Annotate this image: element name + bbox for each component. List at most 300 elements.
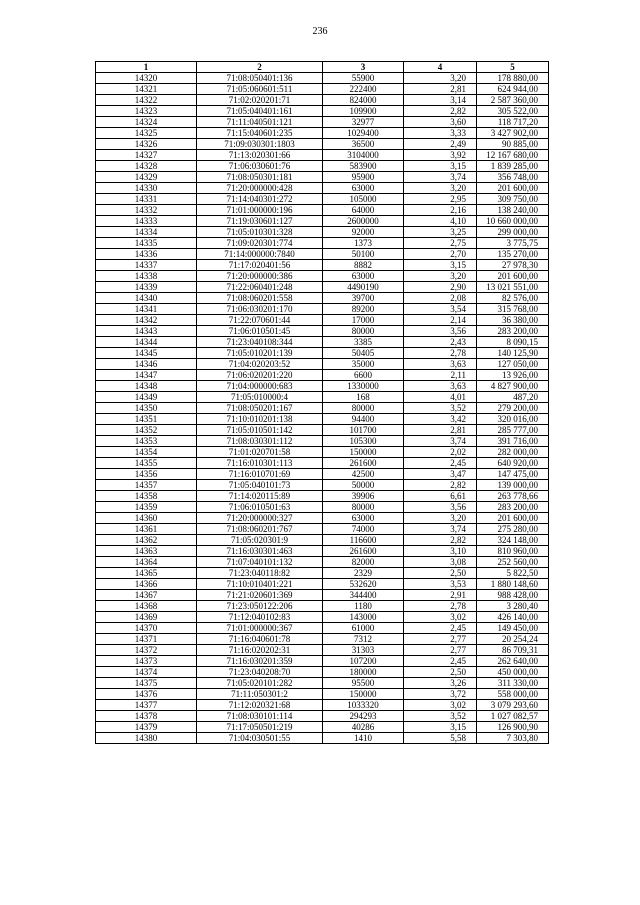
table-cell-col-4: 2,78 [404,601,477,612]
table-cell-col-4: 5,58 [404,733,477,744]
table-cell-col-5: 86 709,31 [477,645,549,656]
table-cell-col-5: 1 880 148,60 [477,579,549,590]
table-cell-col-5: 149 450,00 [477,623,549,634]
table-cell-col-3: 107200 [323,656,404,667]
table-cell-col-4: 3,54 [404,304,477,315]
table-cell-col-5: 7 303,80 [477,733,549,744]
table-cell-col-4: 3,74 [404,172,477,183]
table-cell-col-3: 7312 [323,634,404,645]
table-cell-col-4: 2,16 [404,205,477,216]
table-row [96,458,549,469]
table-row [96,84,549,95]
table-cell-col-2: 71:08:060201:767 [197,524,323,535]
table-row [96,524,549,535]
table-cell-col-3: 80000 [323,326,404,337]
table-cell-col-3: 89200 [323,304,404,315]
table-cell-col-1: 14332 [96,205,197,216]
table-row [96,227,549,238]
table-cell-col-4: 2,45 [404,656,477,667]
table-cell-col-2: 71:23:040118:82 [197,568,323,579]
table-cell-col-1: 14327 [96,150,197,161]
table-cell-col-1: 14330 [96,183,197,194]
table-cell-col-5: 450 000,00 [477,667,549,678]
column-header-4: 4 [404,62,477,73]
table-cell-col-4: 2,11 [404,370,477,381]
table-row [96,128,549,139]
table-cell-col-1: 14337 [96,260,197,271]
table-row [96,73,549,84]
table-cell-col-2: 71:10:010401:221 [197,579,323,590]
table-cell-col-4: 3,15 [404,161,477,172]
table-cell-col-3: 50405 [323,348,404,359]
table-row [96,491,549,502]
table-body [96,73,549,744]
table-cell-col-5: 320 016,00 [477,414,549,425]
table-cell-col-4: 4,10 [404,216,477,227]
table-cell-col-3: 4490190 [323,282,404,293]
table-row [96,348,549,359]
table-cell-col-4: 3,52 [404,711,477,722]
table-cell-col-4: 3,56 [404,502,477,513]
table-cell-col-2: 71:05:040101:73 [197,480,323,491]
table-cell-col-3: 824000 [323,95,404,106]
table-cell-col-5: 275 280,00 [477,524,549,535]
table-cell-col-3: 150000 [323,689,404,700]
table-cell-col-1: 14370 [96,623,197,634]
table-row [96,326,549,337]
table-cell-col-4: 3,56 [404,326,477,337]
table-cell-col-5: 82 576,00 [477,293,549,304]
table-cell-col-4: 2,50 [404,667,477,678]
table-cell-col-5: 4 827 900,00 [477,381,549,392]
table-cell-col-4: 2,45 [404,623,477,634]
table-cell-col-5: 305 522,00 [477,106,549,117]
table-cell-col-5: 426 140,00 [477,612,549,623]
table-cell-col-3: 50000 [323,480,404,491]
table-cell-col-2: 71:08:050301:181 [197,172,323,183]
table-cell-col-5: 624 944,00 [477,84,549,95]
table-cell-col-1: 14376 [96,689,197,700]
table-cell-col-3: 222400 [323,84,404,95]
table-row [96,161,549,172]
table-cell-col-3: 109900 [323,106,404,117]
table-cell-col-4: 2,45 [404,458,477,469]
table-cell-col-3: 1410 [323,733,404,744]
table-cell-col-1: 14353 [96,436,197,447]
table-cell-col-5: 126 900,90 [477,722,549,733]
table-cell-col-3: 42500 [323,469,404,480]
table-cell-col-4: 3,20 [404,513,477,524]
table-cell-col-5: 988 428,00 [477,590,549,601]
table-cell-col-1: 14341 [96,304,197,315]
table-row [96,623,549,634]
table-cell-col-2: 71:22:060401:248 [197,282,323,293]
table-cell-col-3: 3385 [323,337,404,348]
table-cell-col-1: 14375 [96,678,197,689]
table-cell-col-2: 71:04:020203:52 [197,359,323,370]
table-cell-col-1: 14335 [96,238,197,249]
table-cell-col-1: 14366 [96,579,197,590]
table-cell-col-1: 14354 [96,447,197,458]
table-cell-col-4: 3,74 [404,524,477,535]
table-cell-col-1: 14349 [96,392,197,403]
table-cell-col-5: 178 880,00 [477,73,549,84]
table-row [96,282,549,293]
table-cell-col-4: 3,26 [404,678,477,689]
table-cell-col-5: 324 148,00 [477,535,549,546]
table-cell-col-2: 71:21:020601:369 [197,590,323,601]
table-row [96,359,549,370]
table-cell-col-2: 71:16:010701:69 [197,469,323,480]
table-cell-col-3: 39700 [323,293,404,304]
table-cell-col-5: 487,20 [477,392,549,403]
table-cell-col-5: 311 330,00 [477,678,549,689]
table-cell-col-1: 14359 [96,502,197,513]
table-cell-col-2: 71:16:010301:113 [197,458,323,469]
table-row [96,689,549,700]
table-cell-col-2: 71:08:050201:167 [197,403,323,414]
table-row [96,579,549,590]
table-row [96,733,549,744]
table-cell-col-1: 14346 [96,359,197,370]
table-cell-col-2: 71:12:040102:83 [197,612,323,623]
table-cell-col-3: 82000 [323,557,404,568]
table-cell-col-5: 13 926,00 [477,370,549,381]
table-cell-col-1: 14320 [96,73,197,84]
table-cell-col-5: 2 587 360,00 [477,95,549,106]
table-cell-col-3: 95500 [323,678,404,689]
table-row [96,425,549,436]
table-cell-col-5: 299 000,00 [477,227,549,238]
table-cell-col-5: 135 270,00 [477,249,549,260]
table-cell-col-5: 10 660 000,00 [477,216,549,227]
table-cell-col-3: 583900 [323,161,404,172]
table-cell-col-2: 71:10:010201:138 [197,414,323,425]
table-cell-col-2: 71:22:070601:44 [197,315,323,326]
table-cell-col-2: 71:13:020301:66 [197,150,323,161]
table-cell-col-5: 262 640,00 [477,656,549,667]
table-cell-col-1: 14373 [96,656,197,667]
table-cell-col-4: 3,74 [404,436,477,447]
table-cell-col-5: 640 920,00 [477,458,549,469]
table-cell-col-3: 61000 [323,623,404,634]
table-cell-col-3: 2600000 [323,216,404,227]
table-cell-col-4: 3,15 [404,260,477,271]
table-cell-col-1: 14368 [96,601,197,612]
table-cell-col-3: 63000 [323,513,404,524]
table-row [96,447,549,458]
table-cell-col-2: 71:05:060601:511 [197,84,323,95]
table-cell-col-1: 14331 [96,194,197,205]
table-cell-col-3: 261600 [323,458,404,469]
table-row [96,403,549,414]
table-cell-col-2: 71:06:020201:220 [197,370,323,381]
table-cell-col-3: 92000 [323,227,404,238]
table-cell-col-4: 3,20 [404,73,477,84]
table-cell-col-2: 71:05:040401:161 [197,106,323,117]
table-cell-col-3: 35000 [323,359,404,370]
column-header-1: 1 [96,62,197,73]
table-cell-col-2: 71:14:020115:89 [197,491,323,502]
table-cell-col-4: 3,20 [404,271,477,282]
table-cell-col-3: 105300 [323,436,404,447]
table-cell-col-4: 3,63 [404,359,477,370]
table-cell-col-1: 14362 [96,535,197,546]
table-row [96,601,549,612]
table-cell-col-1: 14334 [96,227,197,238]
table-row [96,557,549,568]
table-cell-col-2: 71:09:020301:774 [197,238,323,249]
table-cell-col-1: 14336 [96,249,197,260]
table-cell-col-5: 20 254,24 [477,634,549,645]
table-cell-col-3: 50100 [323,249,404,260]
table-cell-col-2: 71:14:000000:7840 [197,249,323,260]
table-cell-col-4: 2,14 [404,315,477,326]
table-row [96,568,549,579]
page-number: 236 [312,26,328,37]
table-cell-col-3: 55900 [323,73,404,84]
table-row [96,260,549,271]
table-cell-col-4: 2,81 [404,84,477,95]
table-cell-col-3: 532620 [323,579,404,590]
table-cell-col-3: 116600 [323,535,404,546]
table-cell-col-2: 71:15:040601:235 [197,128,323,139]
table-cell-col-5: 1 839 285,00 [477,161,549,172]
table-cell-col-1: 14360 [96,513,197,524]
table-cell-col-4: 2,82 [404,480,477,491]
table-cell-col-4: 2,95 [404,194,477,205]
table-cell-col-2: 71:23:040208:70 [197,667,323,678]
table-cell-col-4: 6,61 [404,491,477,502]
table-cell-col-5: 309 750,00 [477,194,549,205]
table-row [96,722,549,733]
table-cell-col-1: 14355 [96,458,197,469]
table-cell-col-2: 71:08:030101:114 [197,711,323,722]
table-cell-col-1: 14364 [96,557,197,568]
table-cell-col-3: 63000 [323,183,404,194]
table-cell-col-3: 1373 [323,238,404,249]
table-cell-col-1: 14358 [96,491,197,502]
table-cell-col-1: 14329 [96,172,197,183]
table-cell-col-1: 14347 [96,370,197,381]
table-cell-col-3: 3104000 [323,150,404,161]
table-cell-col-5: 118 717,20 [477,117,549,128]
table-cell-col-5: 252 560,00 [477,557,549,568]
table-row [96,645,549,656]
column-header-2: 2 [197,62,323,73]
table-cell-col-4: 3,10 [404,546,477,557]
table-cell-col-2: 71:08:060201:558 [197,293,323,304]
table-cell-col-1: 14328 [96,161,197,172]
table-cell-col-4: 3,02 [404,700,477,711]
table-cell-col-1: 14361 [96,524,197,535]
table-cell-col-5: 263 778,66 [477,491,549,502]
table-row [96,700,549,711]
table-row [96,546,549,557]
table-row [96,117,549,128]
table-cell-col-5: 12 167 680,00 [477,150,549,161]
table-row [96,150,549,161]
table-cell-col-1: 14357 [96,480,197,491]
table-cell-col-2: 71:20:000000:428 [197,183,323,194]
table-cell-col-5: 13 021 551,00 [477,282,549,293]
table-header-row [96,62,549,73]
table-cell-col-4: 3,60 [404,117,477,128]
table-row [96,337,549,348]
table-cell-col-2: 71:11:040501:121 [197,117,323,128]
table-cell-col-5: 279 200,00 [477,403,549,414]
table-cell-col-2: 71:17:050501:219 [197,722,323,733]
table-cell-col-3: 80000 [323,403,404,414]
table-row [96,370,549,381]
table-row [96,480,549,491]
table-cell-col-2: 71:05:010301:328 [197,227,323,238]
table-row [96,106,549,117]
table-cell-col-5: 139 000,00 [477,480,549,491]
table-cell-col-5: 391 716,00 [477,436,549,447]
table-cell-col-2: 71:07:040101:132 [197,557,323,568]
table-row [96,304,549,315]
table-cell-col-5: 3 775,75 [477,238,549,249]
table-cell-col-4: 4,01 [404,392,477,403]
table-cell-col-1: 14351 [96,414,197,425]
table-cell-col-5: 558 000,00 [477,689,549,700]
table-cell-col-3: 2329 [323,568,404,579]
table-cell-col-4: 3,47 [404,469,477,480]
column-header-5: 5 [477,62,549,73]
table-cell-col-3: 17000 [323,315,404,326]
table-cell-col-2: 71:05:020301:9 [197,535,323,546]
table-cell-col-5: 285 777,00 [477,425,549,436]
table-cell-col-2: 71:16:030201:359 [197,656,323,667]
table-cell-col-3: 1029400 [323,128,404,139]
table-cell-col-5: 201 600,00 [477,183,549,194]
table-cell-col-5: 3 079 293,60 [477,700,549,711]
table-cell-col-4: 2,70 [404,249,477,260]
table-cell-col-2: 71:06:030601:76 [197,161,323,172]
table-cell-col-2: 71:06:030201:170 [197,304,323,315]
table-cell-col-2: 71:05:020101:282 [197,678,323,689]
table-cell-col-3: 180000 [323,667,404,678]
table-row [96,612,549,623]
table-cell-col-1: 14321 [96,84,197,95]
table-row [96,249,549,260]
table-cell-col-2: 71:23:050122:206 [197,601,323,612]
table-cell-col-4: 3,72 [404,689,477,700]
table-cell-col-1: 14338 [96,271,197,282]
table-cell-col-4: 3,42 [404,414,477,425]
table-cell-col-4: 2,43 [404,337,477,348]
table-cell-col-4: 3,33 [404,128,477,139]
table-cell-col-5: 140 125,90 [477,348,549,359]
table-cell-col-1: 14325 [96,128,197,139]
table-row [96,315,549,326]
table-cell-col-4: 3,14 [404,95,477,106]
table-cell-col-1: 14372 [96,645,197,656]
table-cell-col-3: 143000 [323,612,404,623]
table-cell-col-5: 3 280,40 [477,601,549,612]
table-cell-col-3: 64000 [323,205,404,216]
table-cell-col-2: 71:08:050401:136 [197,73,323,84]
table-cell-col-2: 71:06:010501:63 [197,502,323,513]
table-cell-col-2: 71:08:030301:112 [197,436,323,447]
table-cell-col-1: 14380 [96,733,197,744]
table-row [96,392,549,403]
table-cell-col-3: 32977 [323,117,404,128]
table-row [96,436,549,447]
table-cell-col-5: 90 885,00 [477,139,549,150]
table-cell-col-4: 2,02 [404,447,477,458]
table-cell-col-1: 14343 [96,326,197,337]
table-cell-col-1: 14344 [96,337,197,348]
table-cell-col-1: 14377 [96,700,197,711]
table-cell-col-2: 71:19:030601:127 [197,216,323,227]
table-cell-col-2: 71:12:020321:68 [197,700,323,711]
table-cell-col-3: 80000 [323,502,404,513]
table-cell-col-5: 36 380,00 [477,315,549,326]
table-cell-col-4: 2,91 [404,590,477,601]
table-cell-col-3: 39906 [323,491,404,502]
table-cell-col-3: 105000 [323,194,404,205]
table-row [96,216,549,227]
table-row [96,634,549,645]
table-cell-col-5: 283 200,00 [477,326,549,337]
table-cell-col-1: 14322 [96,95,197,106]
table-cell-col-4: 2,08 [404,293,477,304]
table-cell-col-2: 71:05:010201:139 [197,348,323,359]
table-cell-col-4: 2,75 [404,238,477,249]
table-row [96,678,549,689]
table-row [96,238,549,249]
data-table [95,61,549,744]
table-cell-col-5: 201 600,00 [477,513,549,524]
table-cell-col-3: 8882 [323,260,404,271]
table-cell-col-1: 14342 [96,315,197,326]
table-cell-col-5: 283 200,00 [477,502,549,513]
table-row [96,711,549,722]
table-cell-col-2: 71:20:000000:386 [197,271,323,282]
table-cell-col-4: 2,82 [404,106,477,117]
table-cell-col-2: 71:16:020202:31 [197,645,323,656]
table-cell-col-3: 150000 [323,447,404,458]
table-cell-col-1: 14333 [96,216,197,227]
table-row [96,667,549,678]
table-row [96,205,549,216]
table-cell-col-4: 2,49 [404,139,477,150]
table-cell-col-5: 127 050,00 [477,359,549,370]
table-cell-col-5: 1 027 082,57 [477,711,549,722]
table-cell-col-4: 3,92 [404,150,477,161]
table-cell-col-2: 71:14:040301:272 [197,194,323,205]
table-cell-col-2: 71:02:020201:71 [197,95,323,106]
table-cell-col-2: 71:01:000000:367 [197,623,323,634]
table-row [96,194,549,205]
table-cell-col-3: 31303 [323,645,404,656]
table-cell-col-4: 2,82 [404,535,477,546]
table-cell-col-3: 94400 [323,414,404,425]
table-row [96,172,549,183]
table-cell-col-1: 14371 [96,634,197,645]
table-cell-col-4: 3,52 [404,403,477,414]
table-cell-col-1: 14352 [96,425,197,436]
table-cell-col-3: 1330000 [323,381,404,392]
table-cell-col-2: 71:05:010501:142 [197,425,323,436]
table-row [96,513,549,524]
table-cell-col-5: 147 475,00 [477,469,549,480]
table-row [96,502,549,513]
table-cell-col-2: 71:17:020401:56 [197,260,323,271]
table-cell-col-1: 14367 [96,590,197,601]
